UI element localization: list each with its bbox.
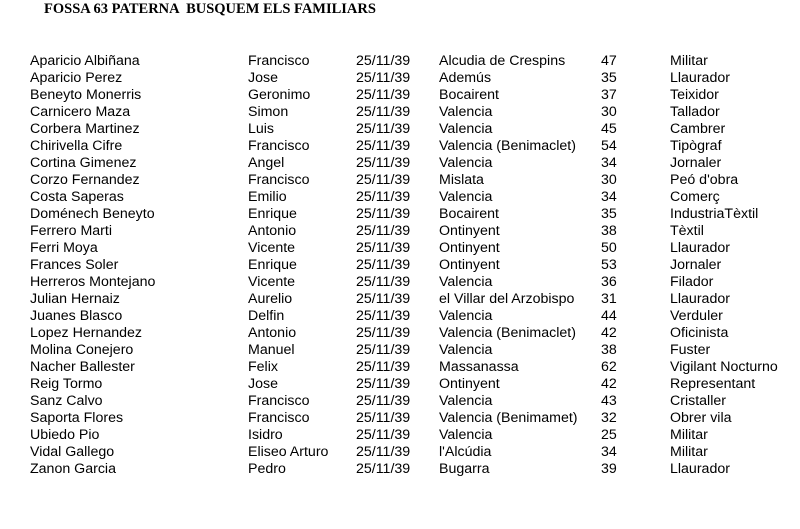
date-cell: 25/11/39 [356, 359, 411, 375]
occupation-cell: Jornaler [670, 257, 722, 273]
surname-cell: Ubiedo Pio [30, 427, 100, 443]
surname-cell: Corzo Fernandez [30, 172, 140, 188]
given-name-cell: Geronimo [248, 87, 311, 103]
occupation-cell: Militar [670, 53, 708, 69]
given-name-cell: Francisco [248, 410, 310, 426]
town-cell: Valencia [439, 427, 493, 443]
surname-cell: Aparicio Albiñana [30, 53, 140, 69]
age-cell: 38 [601, 223, 617, 239]
given-name-cell: Francisco [248, 138, 310, 154]
town-cell: Ontinyent [439, 376, 500, 392]
date-cell: 25/11/39 [356, 308, 411, 324]
occupation-cell: Obrer vila [670, 410, 732, 426]
age-cell: 31 [601, 291, 617, 307]
town-cell: Alcudia de Crespins [439, 53, 566, 69]
age-cell: 39 [601, 461, 617, 477]
age-cell: 34 [601, 155, 617, 171]
occupation-cell: Tèxtil [670, 223, 704, 239]
given-name-cell: Aurelio [248, 291, 293, 307]
surname-cell: Frances Soler [30, 257, 119, 273]
town-cell: el Villar del Arzobispo [439, 291, 575, 307]
given-name-cell: Simon [248, 104, 289, 120]
age-cell: 25 [601, 427, 617, 443]
date-cell: 25/11/39 [356, 342, 411, 358]
town-cell: Bocairent [439, 87, 499, 103]
occupation-cell: Peó d'obra [670, 172, 739, 188]
date-cell: 25/11/39 [356, 155, 411, 171]
town-cell: Valencia [439, 393, 493, 409]
occupation-cell: Filador [670, 274, 714, 290]
occupation-cell: Verduler [670, 308, 723, 324]
date-cell: 25/11/39 [356, 444, 411, 460]
date-cell: 25/11/39 [356, 70, 411, 86]
occupation-cell: Militar [670, 427, 708, 443]
surname-cell: Beneyto Monerris [30, 87, 142, 103]
given-name-cell: Francisco [248, 53, 310, 69]
occupation-cell: Llaurador [670, 461, 730, 477]
town-cell: Valencia [439, 274, 493, 290]
occupation-cell: Llaurador [670, 291, 730, 307]
given-name-cell: Manuel [248, 342, 295, 358]
town-cell: Valencia (Benimaclet) [439, 138, 576, 154]
town-cell: Valencia [439, 155, 493, 171]
date-cell: 25/11/39 [356, 104, 411, 120]
town-cell: Ontinyent [439, 240, 500, 256]
age-cell: 38 [601, 342, 617, 358]
given-name-cell: Emilio [248, 189, 287, 205]
town-cell: Valencia [439, 104, 493, 120]
given-name-cell: Vicente [248, 274, 296, 290]
date-cell: 25/11/39 [356, 121, 411, 137]
given-name-cell: Enrique [248, 257, 297, 273]
town-cell: Valencia [439, 342, 493, 358]
date-cell: 25/11/39 [356, 240, 411, 256]
document-title: FOSSA 63 PATERNA BUSQUEM ELS FAMILIARS [44, 1, 376, 17]
surname-cell: Carnicero Maza [30, 104, 131, 120]
surname-cell: Vidal Gallego [30, 444, 115, 460]
given-name-cell: Antonio [248, 223, 297, 239]
date-cell: 25/11/39 [356, 172, 411, 188]
surname-cell: Julian Hernaiz [30, 291, 120, 307]
occupation-cell: Jornaler [670, 155, 722, 171]
date-cell: 25/11/39 [356, 274, 411, 290]
occupation-cell: Comerç [670, 189, 720, 205]
town-cell: l'Alcúdia [439, 444, 492, 460]
age-cell: 42 [601, 325, 617, 341]
given-name-cell: Jose [248, 376, 278, 392]
occupation-cell: Teixidor [670, 87, 719, 103]
town-cell: Massanassa [439, 359, 519, 375]
date-cell: 25/11/39 [356, 189, 411, 205]
date-cell: 25/11/39 [356, 393, 411, 409]
occupation-cell: Cristaller [670, 393, 726, 409]
surname-cell: Lopez Hernandez [30, 325, 143, 341]
age-cell: 30 [601, 104, 617, 120]
town-cell: Mislata [439, 172, 484, 188]
age-cell: 37 [601, 87, 617, 103]
given-name-cell: Delfin [248, 308, 285, 324]
surname-cell: Aparicio Perez [30, 70, 123, 86]
given-name-cell: Jose [248, 70, 278, 86]
surname-cell: Nacher Ballester [30, 359, 135, 375]
age-cell: 50 [601, 240, 617, 256]
date-cell: 25/11/39 [356, 325, 411, 341]
date-cell: 25/11/39 [356, 206, 411, 222]
town-cell: Valencia [439, 121, 493, 137]
surname-cell: Chirivella Cifre [30, 138, 123, 154]
date-cell: 25/11/39 [356, 87, 411, 103]
town-cell: Valencia (Benimaclet) [439, 325, 576, 341]
occupation-cell: Llaurador [670, 240, 730, 256]
town-cell: Ontinyent [439, 257, 500, 273]
date-cell: 25/11/39 [356, 53, 411, 69]
town-cell: Bugarra [439, 461, 490, 477]
given-name-cell: Francisco [248, 393, 310, 409]
given-name-cell: Felix [248, 359, 278, 375]
occupation-cell: Representant [670, 376, 756, 392]
age-cell: 30 [601, 172, 617, 188]
given-name-cell: Luis [248, 121, 275, 137]
occupation-cell: Tipògraf [670, 138, 722, 154]
town-cell: Ademús [439, 70, 492, 86]
date-cell: 25/11/39 [356, 257, 411, 273]
given-name-cell: Eliseo Arturo [248, 444, 329, 460]
occupation-cell: Llaurador [670, 70, 730, 86]
age-cell: 43 [601, 393, 617, 409]
given-name-cell: Pedro [248, 461, 286, 477]
occupation-cell: Fuster [670, 342, 711, 358]
occupation-cell: Cambrer [670, 121, 726, 137]
given-name-cell: Vicente [248, 240, 296, 256]
occupation-cell: Vigilant Nocturno [670, 359, 778, 375]
surname-cell: Zanon Garcia [30, 461, 116, 477]
occupation-cell: Militar [670, 444, 708, 460]
town-cell: Valencia [439, 308, 493, 324]
town-cell: Valencia [439, 189, 493, 205]
occupation-cell: IndustriaTèxtil [670, 206, 759, 222]
given-name-cell: Isidro [248, 427, 283, 443]
date-cell: 25/11/39 [356, 427, 411, 443]
given-name-cell: Angel [248, 155, 285, 171]
surname-cell: Herreros Montejano [30, 274, 156, 290]
age-cell: 42 [601, 376, 617, 392]
surname-cell: Molina Conejero [30, 342, 134, 358]
surname-cell: Reig Tormo [30, 376, 103, 392]
occupation-cell: Oficinista [670, 325, 729, 341]
surname-cell: Saporta Flores [30, 410, 124, 426]
surname-cell: Juanes Blasco [30, 308, 123, 324]
age-cell: 34 [601, 189, 617, 205]
town-cell: Valencia (Benimamet) [439, 410, 578, 426]
surname-cell: Ferri Moya [30, 240, 98, 256]
age-cell: 54 [601, 138, 617, 154]
age-cell: 36 [601, 274, 617, 290]
date-cell: 25/11/39 [356, 410, 411, 426]
age-cell: 32 [601, 410, 617, 426]
age-cell: 44 [601, 308, 617, 324]
age-cell: 35 [601, 206, 617, 222]
occupation-cell: Tallador [670, 104, 720, 120]
date-cell: 25/11/39 [356, 291, 411, 307]
given-name-cell: Antonio [248, 325, 297, 341]
town-cell: Ontinyent [439, 223, 500, 239]
surname-cell: Ferrero Marti [30, 223, 112, 239]
given-name-cell: Enrique [248, 206, 297, 222]
given-name-cell: Francisco [248, 172, 310, 188]
age-cell: 53 [601, 257, 617, 273]
age-cell: 35 [601, 70, 617, 86]
date-cell: 25/11/39 [356, 223, 411, 239]
age-cell: 34 [601, 444, 617, 460]
surname-cell: Cortina Gimenez [30, 155, 137, 171]
town-cell: Bocairent [439, 206, 499, 222]
date-cell: 25/11/39 [356, 461, 411, 477]
age-cell: 45 [601, 121, 617, 137]
age-cell: 47 [601, 53, 617, 69]
age-cell: 62 [601, 359, 617, 375]
surname-cell: Sanz Calvo [30, 393, 103, 409]
surname-cell: Corbera Martinez [30, 121, 140, 137]
surname-cell: Costa Saperas [30, 189, 124, 205]
date-cell: 25/11/39 [356, 138, 411, 154]
surname-cell: Doménech Beneyto [30, 206, 155, 222]
date-cell: 25/11/39 [356, 376, 411, 392]
